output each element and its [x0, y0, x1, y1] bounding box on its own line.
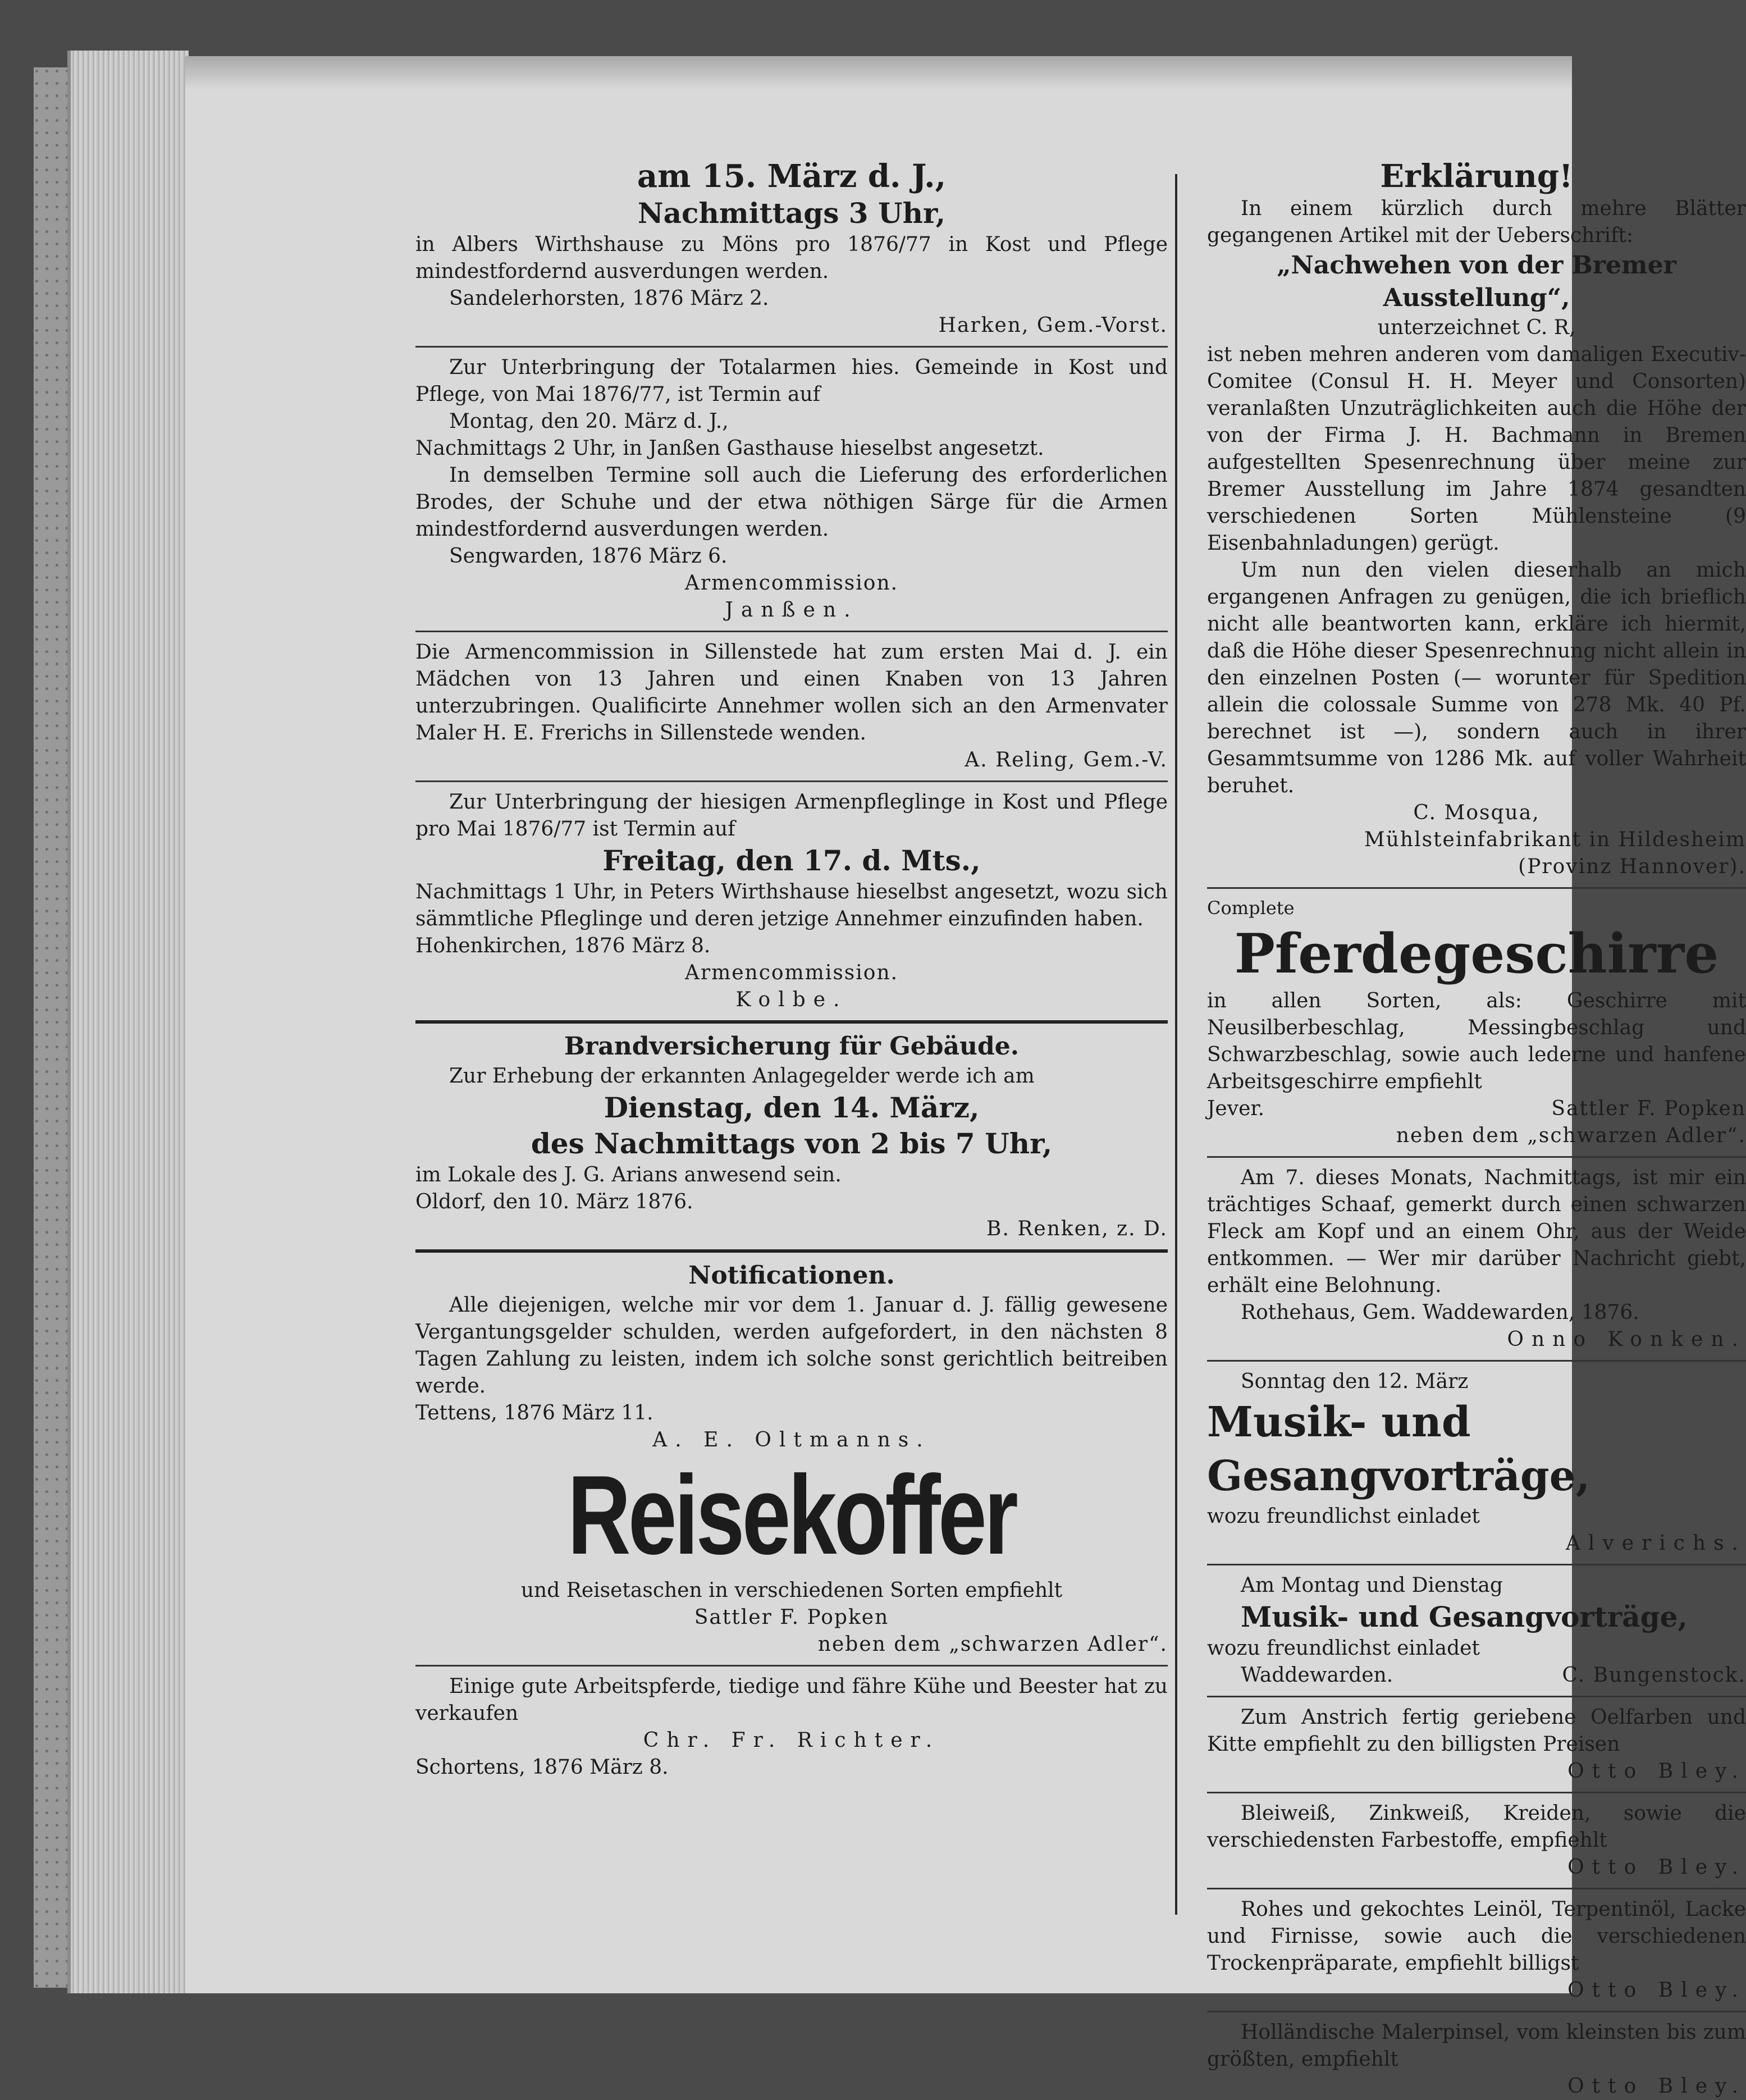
notice-time-line: Nachmittags 3 Uhr, [637, 197, 946, 230]
ad-richter [415, 1673, 1168, 1781]
separator [415, 780, 1168, 782]
ad-body: Rohes und gekochtes Leinöl, Terpentinöl, Lacke und Firnisse, sowie auch die verschiedenen Trockenpräparate, empfiehlt billigst [1207, 1898, 1746, 1975]
ad-quote: Ausstellung“, [1383, 284, 1570, 312]
notice-sengwarden [415, 354, 1168, 624]
notice-place: Sandelerhorsten, 1876 März 2. [449, 287, 769, 310]
separator [415, 1665, 1168, 1667]
notice-schaaf [1207, 1165, 1746, 1353]
right-column [1207, 157, 1746, 2100]
notice-signature: Onno Konken. [1507, 1328, 1746, 1351]
notice-signature: Janßen. [725, 599, 858, 622]
ad-signature: Chr. Fr. Richter. [643, 1729, 940, 1752]
ad-pferdegeschirre [1207, 896, 1746, 1149]
notice-title: Brandversicherung für Gebäude. [564, 1032, 1020, 1061]
book-page-edges [67, 51, 189, 1993]
ad-pretitle: Sonntag den 12. März [1241, 1370, 1469, 1393]
ad-musik-bungenstock [1207, 1572, 1746, 1689]
notice-place: Oldorf, den 10. März 1876. [415, 1190, 693, 1213]
notice-title: Notificationen. [688, 1261, 895, 1290]
notice-body: Nachmittags 1 Uhr, in Peters Wirthshause hieselbst angesetzt, wozu sich sämmtliche Pfleglinge und deren jetzige Annehmer einzufinden haben. [415, 880, 1168, 930]
notice-signature: A. E. Oltmanns. [652, 1428, 931, 1451]
ad-place: Schortens, 1876 März 8. [415, 1756, 669, 1779]
ad-erklaerung [1207, 157, 1746, 880]
notice-place: Rothehaus, Gem. Waddewarden, 1876. [1241, 1301, 1639, 1324]
ad-body: Holländische Malerpinsel, vom kleinsten bis zum größten, empfiehlt [1207, 2021, 1746, 2071]
notice-place: Tettens, 1876 März 11. [415, 1401, 653, 1425]
notice-body: im Lokale des J. G. Arians anwesend sein. [415, 1163, 842, 1186]
notice-signature: Kolbe. [735, 988, 848, 1011]
ad-malerpinsel [1207, 2019, 1746, 2100]
separator [1207, 1792, 1746, 1793]
left-column [415, 157, 1168, 1781]
notice-body: Alle diejenigen, welche mir vor dem 1. Januar d. J. fällig gewesene Vergantungsgelder schulden, werden aufgefordert, in den nächsten 8 Tagen Zahlung zu leisten, indem ich solche sonst gerichtlich beitreiben werde. [415, 1294, 1168, 1398]
separator [415, 1020, 1168, 1024]
notice-date: Montag, den 20. März d. J., [449, 410, 729, 433]
notice-date-line: am 15. März d. J., [637, 158, 947, 195]
notice-notificationen [415, 1259, 1168, 1454]
ad-signature: Sattler F. Popken [694, 1606, 889, 1629]
ad-place: Jever. [1207, 1097, 1265, 1120]
ad-title: Reisekoffer [567, 1453, 1016, 1578]
ad-pretitle: Complete [1207, 897, 1295, 919]
column-divider [1175, 174, 1177, 1915]
ad-signature: Otto Bley. [1567, 2075, 1746, 2098]
ad-signature-address: neben dem „schwarzen Adler“. [817, 1633, 1168, 1656]
ad-place: Waddewarden. [1241, 1664, 1393, 1687]
notice-date: Dienstag, den 14. März, [604, 1091, 980, 1124]
ad-signature: Otto Bley. [1567, 1760, 1746, 1783]
ad-body: Einige gute Arbeitspferde, tiedige und fähre Kühe und Beester hat zu verkaufen [415, 1675, 1168, 1725]
page-top-shade [185, 56, 1572, 90]
ad-body: Zum Anstrich fertig geriebene Oelfarben und Kitte empfiehlt zu den billigsten Preisen [1207, 1706, 1746, 1756]
separator [1207, 1888, 1746, 1889]
notice-body: Am 7. dieses Monats, Nachmittags, ist mir ein trächtiges Schaaf, gemerkt durch einen schwarzen Fleck am Kopf und an einem Ohr, aus der Weide entkommen. — Wer mir darüber Nachricht giebt, erhält eine Belohnung. [1207, 1166, 1746, 1297]
separator [415, 631, 1168, 632]
notice-signature: A. Reling, Gem.-V. [965, 748, 1168, 771]
notice-org: Armencommission. [684, 572, 899, 595]
ad-signature: C. Mosqua, [1413, 801, 1540, 824]
notice-body: In demselben Termine soll auch die Lieferung des erforderlichen Brodes, der Schuhe und der etwa nöthigen Särge für die Armen mindestfordernd ausverdungen werden. [415, 464, 1168, 541]
ad-signature-title: Mühlsteinfabrikant in Hildesheim [1364, 828, 1746, 851]
separator [1207, 1156, 1746, 1158]
ad-signature: C. Bungenstock. [1562, 1664, 1746, 1687]
ad-signature: Otto Bley. [1567, 1979, 1746, 2002]
ad-footer [1207, 1662, 1746, 1689]
ad-body: in allen Sorten, als: Geschirre mit Neusilberbeschlag, Messingbeschlag und Schwarzbeschlag, sowie auch lederne und hanfene Arbeitsgeschirre empfiehlt [1207, 989, 1746, 1093]
ad-bleiweiss [1207, 1800, 1746, 1881]
notice-place: Sengwarden, 1876 März 6. [449, 545, 728, 568]
ad-oelfarben [1207, 1704, 1746, 1785]
separator [1207, 887, 1746, 889]
ad-body: wozu freundlichst einladet [1207, 1637, 1480, 1660]
ad-signature-address: neben dem „schwarzen Adler“. [1396, 1124, 1746, 1147]
ad-signed: unterzeichnet C. R, [1377, 316, 1576, 339]
separator [1207, 1360, 1746, 1362]
notice-body: Zur Erhebung der erkannten Anlagegelder werde ich am [449, 1065, 1035, 1088]
ad-footer [1207, 1095, 1746, 1122]
notice-hohenkirchen [415, 789, 1168, 1014]
newspaper-page [185, 56, 1746, 2098]
notice-brandversicherung [415, 1030, 1168, 1243]
notice-body: Zur Unterbringung der hiesigen Armenpfleglinge in Kost und Pflege pro Mai 1876/77 ist Termin auf [415, 791, 1168, 841]
ad-reisekoffer [415, 1454, 1168, 1658]
notice-org: Armencommission. [684, 961, 899, 984]
separator [415, 346, 1168, 348]
ad-body: Um nun den vielen dieserhalb an mich ergangenen Anfragen zu genügen, die ich brieflich nicht alle beantworten kann, erkläre ich hiermit, daß die Höhe dieser Spesenrechnung nicht allein in den einzelnen Posten (— worunter für Spedition allein die colossale Summe von 278 Mk. 40 Pf. berechnet ist —), sondern auch in ihrer Gesammtsumme von 1286 Mk. auf voller Wahrheit beruhet. [1207, 559, 1746, 797]
ad-body: ist neben mehren anderen vom damaligen Executiv-Comitee (Consul H. H. Meyer und Consorten) veranlaßten Unzuträglichkeiten auch die Höhe der von der Firma J. H. Bachmann in Bremen aufgestellten Spesenrechnung über meine zur Bremer Ausstellung im Jahre 1874 gesandten verschiedenen Sorten Mühlensteine (9 Eisenbahnladungen) gerügt. [1207, 343, 1746, 555]
ad-leinoel [1207, 1896, 1746, 2004]
ad-title: Musik- und Gesangvorträge, [1207, 1398, 1590, 1500]
notice-moens [415, 157, 1168, 339]
ad-title: Musik- und Gesangvorträge, [1241, 1600, 1688, 1633]
separator [1207, 1696, 1746, 1697]
notice-body: Nachmittags 2 Uhr, in Janßen Gasthause hieselbst angesetzt. [415, 437, 1044, 460]
ad-title: Erklärung! [1380, 158, 1573, 195]
notice-signature: Harken, Gem.-Vorst. [938, 314, 1168, 337]
notice-body: in Albers Wirthshause zu Möns pro 1876/77 in Kost und Pflege mindestfordernd ausverdungen werden. [415, 233, 1168, 283]
ad-signature: Sattler F. Popken [1551, 1097, 1746, 1120]
notice-place: Hohenkirchen, 1876 März 8. [415, 934, 711, 957]
ad-body: Bleiweiß, Zinkweiß, Kreiden, sowie die verschiedensten Farbestoffe, empfiehlt [1207, 1802, 1746, 1852]
notice-sillenstede [415, 639, 1168, 774]
ad-body: In einem kürzlich durch mehre Blätter gegangenen Artikel mit der Ueberschrift: [1207, 197, 1746, 247]
ad-body: wozu freundlichst einladet [1207, 1505, 1480, 1528]
notice-date: Freitag, den 17. d. Mts., [602, 844, 981, 877]
ad-quote: „Nachwehen von der Bremer [1277, 251, 1676, 280]
ad-signature: Alverichs. [1565, 1532, 1746, 1555]
notice-time: des Nachmittags von 2 bis 7 Uhr, [531, 1127, 1053, 1160]
ad-body: und Reisetaschen in verschiedenen Sorten empfiehlt [520, 1579, 1063, 1602]
ad-title: Pferdegeschirre [1234, 922, 1719, 985]
ad-musik-alverichs [1207, 1368, 1746, 1557]
ad-signature: Otto Bley. [1567, 1856, 1746, 1879]
ad-signature-region: (Provinz Hannover). [1518, 855, 1746, 878]
notice-body: Die Armencommission in Sillenstede hat zum ersten Mai d. J. ein Mädchen von 13 Jahren und einen Knaben von 13 Jahren unterzubringen. Qualificirte Annehmer wollen sich an den Armenvater Maler H. E. Frerichs in Sillenstede wenden. [415, 641, 1168, 745]
separator [1207, 2011, 1746, 2012]
notice-body: Zur Unterbringung der Totalarmen hies. Gemeinde in Kost und Pflege, von Mai 1876/77, ist Termin auf [415, 356, 1168, 406]
notice-signature: B. Renken, z. D. [986, 1217, 1168, 1240]
separator [1207, 1564, 1746, 1565]
separator [415, 1249, 1168, 1253]
ad-pretitle: Am Montag und Dienstag [1241, 1574, 1503, 1597]
